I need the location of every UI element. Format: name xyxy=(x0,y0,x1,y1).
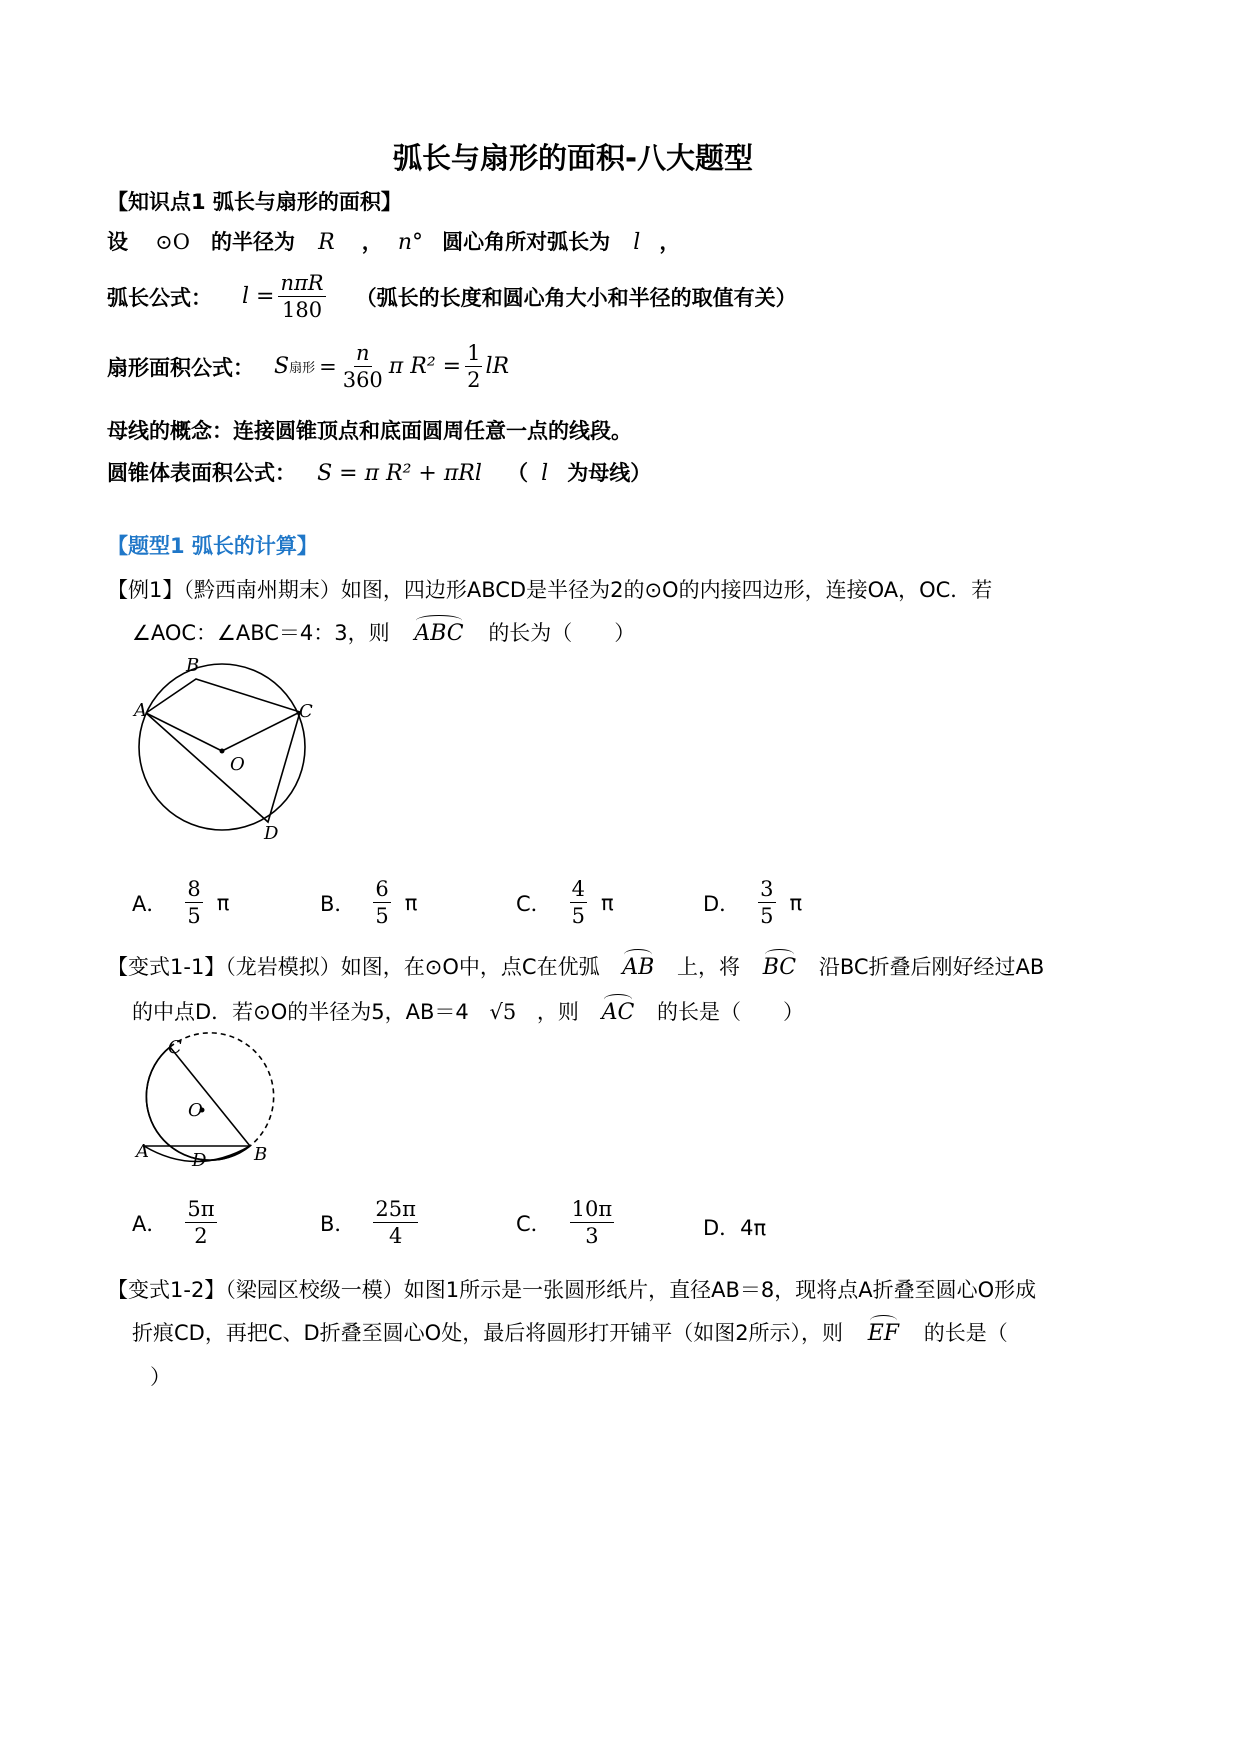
angle-symbol: n° xyxy=(397,230,424,255)
denominator: 2 xyxy=(467,368,481,392)
var11-option-b[interactable] xyxy=(320,1196,418,1249)
option-fraction xyxy=(373,1196,418,1249)
denominator: 5 xyxy=(375,904,389,928)
label-a: A xyxy=(134,700,147,721)
ex1-option-c[interactable] xyxy=(516,876,614,929)
var11-line2 xyxy=(132,996,804,1026)
arc-fraction xyxy=(278,270,325,323)
option-fraction xyxy=(570,876,587,929)
text: 的长是（ ） xyxy=(657,1000,805,1024)
numerator: 1 xyxy=(467,341,481,365)
text: 【变式1-1】（龙岩模拟）如图，在⊙O中，点C在优弧 xyxy=(107,955,600,979)
arc-formula-line xyxy=(107,270,797,323)
numerator: 10π xyxy=(571,1197,613,1221)
option-fraction xyxy=(758,876,775,929)
option-letter: D． xyxy=(703,891,741,916)
text: 的长为（ ） xyxy=(488,621,636,645)
ex1-line1: 【例1】（黔西南州期末）如图，四边形ABCD是半径为2的⊙O的内接四边形，连接OA，OC．若 xyxy=(107,578,993,602)
ex1-figure xyxy=(130,650,330,845)
denominator: 5 xyxy=(187,904,201,928)
ex1-option-a[interactable] xyxy=(132,876,229,929)
var11-option-d[interactable] xyxy=(703,1212,766,1242)
formula-tail: lR xyxy=(485,354,510,379)
label-b: B xyxy=(186,655,200,676)
knowledge-heading: 【知识点1 弧长与扇形的面积】 xyxy=(107,190,402,214)
text: ，则 xyxy=(536,1000,579,1024)
text: ， xyxy=(361,230,383,254)
denominator: 5 xyxy=(571,904,586,928)
numerator: 3 xyxy=(760,877,774,901)
circle-o: ⊙O xyxy=(155,230,190,254)
l-symbol: l xyxy=(541,461,549,486)
option-letter: C． xyxy=(516,891,552,916)
option-letter: D． xyxy=(703,1216,741,1240)
knowledge-line1 xyxy=(107,226,680,256)
option-fraction xyxy=(185,1196,216,1249)
text: 为母线） xyxy=(567,461,652,485)
var11-option-a[interactable] xyxy=(132,1196,217,1249)
option-letter: A． xyxy=(132,1211,168,1236)
arc-ac: AC xyxy=(601,1000,635,1025)
text: ∠AOC：∠ABC＝4：3，则 xyxy=(132,621,390,645)
text: ， xyxy=(659,230,681,254)
arc-ef: EF xyxy=(867,1321,900,1346)
text: 的中点D．若⊙O的半径为5，AB＝4 xyxy=(132,1000,469,1024)
option-fraction xyxy=(373,876,390,929)
text: 上，将 xyxy=(677,955,741,979)
numerator: n xyxy=(355,341,370,365)
label-o: O xyxy=(188,1100,203,1121)
arc-abc: ABC xyxy=(414,621,464,646)
var11-line1 xyxy=(107,951,1044,981)
type1-heading: 【题型1 弧长的计算】 xyxy=(107,534,318,558)
s-symbol: S xyxy=(274,354,290,379)
numerator: 6 xyxy=(375,877,389,901)
denominator: 360 xyxy=(342,368,383,392)
option-letter: B． xyxy=(320,1211,356,1236)
numerator: 4 xyxy=(571,877,586,901)
root-five: √5 xyxy=(489,1000,517,1024)
sector-formula-line xyxy=(107,340,509,393)
page-title: 弧长与扇形的面积-八大题型 xyxy=(393,141,754,175)
label-o: O xyxy=(230,754,245,775)
option-tail: π xyxy=(404,890,418,915)
option-letter: C． xyxy=(516,1211,552,1236)
var12-line1: 【变式1-2】（梁园区校级一模）如图1所示是一张圆形纸片，直径AB＝8，现将点A折叠至圆心O形成 xyxy=(107,1278,1037,1302)
denominator: 5 xyxy=(760,904,774,928)
cone-formula-label: 圆锥体表面积公式： xyxy=(107,461,296,485)
generatrix-definition: 母线的概念：连接圆锥顶点和底面圆周任意一点的线段。 xyxy=(107,419,632,443)
ex1-option-b[interactable] xyxy=(320,876,417,929)
numerator: 25π xyxy=(375,1197,416,1221)
sector-fraction-2 xyxy=(465,340,482,393)
label-d: D xyxy=(192,1150,207,1170)
s-subscript: 扇形 xyxy=(289,361,316,376)
text: 折痕CD，再把C、D折叠至圆心O处，最后将圆形打开铺平（如图2所示），则 xyxy=(132,1321,844,1345)
text: 沿BC折叠后刚好经过AB xyxy=(818,955,1045,979)
text: 圆心角所对弧长为 xyxy=(442,230,611,254)
option-fraction xyxy=(185,876,202,929)
var12-line2 xyxy=(132,1317,1008,1347)
label-c: C xyxy=(299,701,313,722)
arc-formula-note: （弧长的长度和圆心角大小和半径的取值有关） xyxy=(355,285,797,310)
label-a: A xyxy=(136,1141,149,1162)
label-b: B xyxy=(254,1144,268,1165)
formula-lhs: l = xyxy=(242,284,275,309)
ex1-line2 xyxy=(132,617,635,647)
option-text: 4π xyxy=(740,1216,767,1240)
denominator: 3 xyxy=(585,1224,599,1248)
numerator: nπR xyxy=(280,271,324,295)
eq: = xyxy=(319,354,337,379)
radius-symbol: R xyxy=(318,230,335,255)
cone-formula: S = π R² + πRl xyxy=(317,461,482,486)
text: （ xyxy=(507,461,528,485)
arc-formula-label: 弧长公式： xyxy=(107,285,212,310)
sector-fraction-1 xyxy=(341,340,385,393)
var12-line3: ） xyxy=(150,1365,171,1389)
var11-option-c[interactable] xyxy=(516,1196,614,1249)
label-d: D xyxy=(264,823,279,844)
arc-bc: BC xyxy=(762,955,797,980)
numerator: 8 xyxy=(187,877,201,901)
text: 的半径为 xyxy=(211,230,295,254)
var11-figure xyxy=(130,1032,280,1170)
option-tail: π xyxy=(216,890,230,915)
text: 的长是（ xyxy=(923,1321,1008,1345)
arc-length-symbol: l xyxy=(633,230,641,255)
formula-mid: π R² = xyxy=(388,354,462,379)
option-tail: π xyxy=(789,890,803,915)
label-c: C xyxy=(168,1037,182,1058)
denominator: 2 xyxy=(194,1224,208,1248)
option-letter: A． xyxy=(132,891,168,916)
ex1-option-d[interactable] xyxy=(703,876,802,929)
arc-ab: AB xyxy=(622,955,655,980)
numerator: 5π xyxy=(187,1197,215,1221)
cone-formula-line xyxy=(107,457,651,487)
option-tail: π xyxy=(601,890,614,915)
text: 设 xyxy=(107,230,128,254)
option-fraction xyxy=(570,1196,615,1249)
sector-formula-label: 扇形面积公式： xyxy=(107,355,254,380)
option-letter: B． xyxy=(320,891,356,916)
denominator: 4 xyxy=(389,1224,403,1248)
denominator: 180 xyxy=(281,298,323,322)
